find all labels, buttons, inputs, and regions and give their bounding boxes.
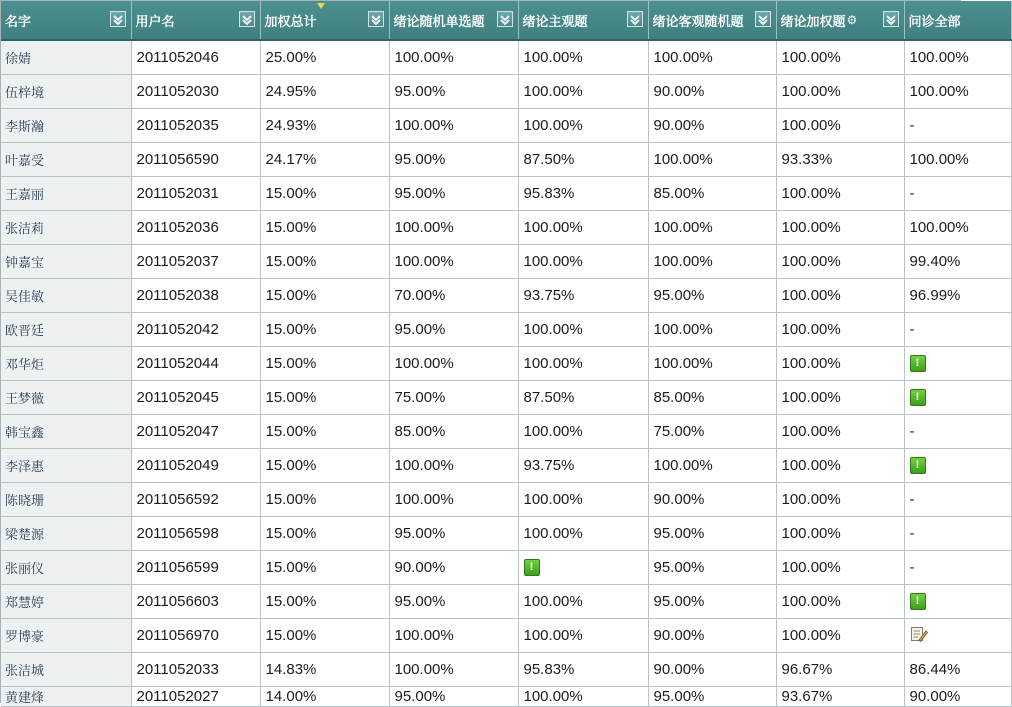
- dropdown-menu-icon: [240, 12, 254, 26]
- dropdown-menu-icon: [111, 12, 125, 26]
- column-menu-button[interactable]: [627, 11, 643, 27]
- username-cell[interactable]: 2011052038: [131, 279, 260, 313]
- grade-cell[interactable]: 24.17%: [260, 143, 389, 177]
- username-cell[interactable]: 2011056599: [131, 551, 260, 585]
- exclamation-flag-icon[interactable]: !: [910, 355, 926, 372]
- table-row-partial: [1, 687, 1011, 707]
- grade-cell[interactable]: 95.83%: [518, 177, 648, 211]
- grade-cell[interactable]: 100.00%: [776, 75, 904, 109]
- username-cell[interactable]: 2011052036: [131, 211, 260, 245]
- dropdown-menu-icon: [884, 12, 898, 26]
- grade-cell[interactable]: 95.00%: [389, 177, 518, 211]
- grade-cell[interactable]: 100.00%: [389, 619, 518, 653]
- grade-cell[interactable]: 100.00%: [518, 619, 648, 653]
- gear-icon: ⚙: [846, 13, 858, 27]
- grade-cell[interactable]: 24.93%: [260, 109, 389, 143]
- table-row: [1, 381, 1011, 415]
- grade-cell[interactable]: 100.00%: [389, 483, 518, 517]
- exclamation-flag-icon[interactable]: !: [910, 457, 926, 474]
- grade-cell[interactable]: 100.00%: [389, 245, 518, 279]
- grade-cell[interactable]: -: [904, 415, 1011, 449]
- column-header-7[interactable]: [904, 1, 1011, 40]
- table-row: [1, 483, 1011, 517]
- student-name: 钟嘉宝: [1, 245, 131, 279]
- column-header-3[interactable]: [389, 1, 518, 40]
- dropdown-menu-icon: [498, 12, 512, 26]
- grade-cell[interactable]: 100.00%: [776, 415, 904, 449]
- student-name: 叶嘉受: [1, 143, 131, 177]
- grade-cell[interactable]: 100.00%: [776, 449, 904, 483]
- table-row: [1, 40, 1011, 75]
- table-row: [1, 619, 1011, 653]
- grade-cell[interactable]: 100.00%: [776, 279, 904, 313]
- grade-cell[interactable]: 90.00%: [648, 75, 776, 109]
- grade-cell[interactable]: 100.00%: [776, 40, 904, 75]
- grade-cell[interactable]: 95.00%: [648, 517, 776, 551]
- dropdown-menu-icon: [628, 12, 642, 26]
- table-body: [1, 40, 1011, 707]
- grade-cell[interactable]: 90.00%: [648, 653, 776, 687]
- grade-cell[interactable]: 90.00%: [648, 483, 776, 517]
- grade-cell[interactable]: 15.00%: [260, 245, 389, 279]
- grade-cell[interactable]: 15.00%: [260, 279, 389, 313]
- grade-cell[interactable]: 90.00%: [904, 687, 1011, 707]
- grade-cell[interactable]: 100.00%: [518, 245, 648, 279]
- grade-cell[interactable]: 100.00%: [389, 449, 518, 483]
- grade-cell[interactable]: -: [904, 517, 1011, 551]
- table-row: [1, 347, 1011, 381]
- table-header: [1, 1, 1011, 40]
- grade-cell[interactable]: 100.00%: [648, 313, 776, 347]
- grade-cell[interactable]: 100.00%: [648, 143, 776, 177]
- grade-cell[interactable]: 100.00%: [776, 483, 904, 517]
- grade-cell[interactable]: 100.00%: [389, 109, 518, 143]
- grade-cell[interactable]: 99.40%: [904, 245, 1011, 279]
- grade-cell[interactable]: 95.00%: [389, 313, 518, 347]
- exclamation-flag-icon[interactable]: !: [910, 389, 926, 406]
- column-header-label: 问诊全部: [908, 13, 961, 29]
- column-header-6[interactable]: [776, 1, 904, 40]
- table-row: [1, 653, 1011, 687]
- table-row: [1, 313, 1011, 347]
- exclamation-flag-icon[interactable]: !: [524, 559, 540, 576]
- username-cell[interactable]: 2011056598: [131, 517, 260, 551]
- username-cell[interactable]: 2011056590: [131, 143, 260, 177]
- username-cell[interactable]: 2011052037: [131, 245, 260, 279]
- grade-cell[interactable]: 100.00%: [648, 347, 776, 381]
- grade-cell[interactable]: 24.95%: [260, 75, 389, 109]
- grade-cell[interactable]: 90.00%: [648, 109, 776, 143]
- table-row: [1, 143, 1011, 177]
- column-menu-button[interactable]: [368, 11, 384, 27]
- column-header-label: 绪论随机单选题: [393, 13, 485, 29]
- grade-cell[interactable]: 15.00%: [260, 313, 389, 347]
- grade-cell[interactable]: 100.00%: [389, 40, 518, 75]
- grade-cell[interactable]: [904, 381, 1011, 415]
- grade-cell[interactable]: [904, 449, 1011, 483]
- username-cell[interactable]: 2011052047: [131, 415, 260, 449]
- username-cell[interactable]: 2011052027: [131, 687, 260, 707]
- sort-descending-icon[interactable]: [317, 3, 325, 9]
- student-name: 陈晓珊: [1, 483, 131, 517]
- grade-cell[interactable]: 15.00%: [260, 211, 389, 245]
- grade-cell[interactable]: 15.00%: [260, 449, 389, 483]
- column-menu-button[interactable]: [497, 11, 513, 27]
- column-menu-button[interactable]: [110, 11, 126, 27]
- grade-cell[interactable]: -: [904, 551, 1011, 585]
- grade-cell[interactable]: [904, 585, 1011, 619]
- grade-cell[interactable]: 15.00%: [260, 517, 389, 551]
- grade-cell[interactable]: 95.00%: [389, 143, 518, 177]
- grade-cell[interactable]: 100.00%: [518, 40, 648, 75]
- table-row: [1, 211, 1011, 245]
- grade-cell[interactable]: 100.00%: [904, 75, 1011, 109]
- student-name: 梁楚源: [1, 517, 131, 551]
- grade-cell[interactable]: 100.00%: [518, 109, 648, 143]
- grade-cell[interactable]: 15.00%: [260, 483, 389, 517]
- grade-cell[interactable]: 100.00%: [518, 211, 648, 245]
- grade-cell[interactable]: -: [904, 177, 1011, 211]
- username-cell[interactable]: 2011052049: [131, 449, 260, 483]
- grade-cell[interactable]: 95.00%: [389, 517, 518, 551]
- table-row: [1, 517, 1011, 551]
- grade-cell[interactable]: [904, 347, 1011, 381]
- grade-cell[interactable]: 14.00%: [260, 687, 389, 707]
- grade-cell[interactable]: 85.00%: [648, 381, 776, 415]
- grade-cell[interactable]: 100.00%: [648, 40, 776, 75]
- column-header-label: 绪论客观随机题: [652, 13, 744, 29]
- student-name: 欧晋廷: [1, 313, 131, 347]
- column-header-label: 用户名: [135, 13, 175, 29]
- grade-cell[interactable]: -: [904, 313, 1011, 347]
- grade-cell[interactable]: 100.00%: [518, 687, 648, 707]
- grade-cell[interactable]: 25.00%: [260, 40, 389, 75]
- student-name: 张洁城: [1, 653, 131, 687]
- grade-cell[interactable]: 100.00%: [389, 653, 518, 687]
- student-name: 张洁莉: [1, 211, 131, 245]
- grade-cell[interactable]: 95.83%: [518, 653, 648, 687]
- grade-cell[interactable]: 100.00%: [776, 177, 904, 211]
- student-name: 李斯瀚: [1, 109, 131, 143]
- column-header-label: 加权总计: [264, 13, 317, 29]
- grade-cell[interactable]: 100.00%: [389, 211, 518, 245]
- column-header-label: 绪论主观题: [522, 13, 588, 29]
- username-cell[interactable]: 2011052030: [131, 75, 260, 109]
- grade-cell[interactable]: 14.83%: [260, 653, 389, 687]
- grade-cell[interactable]: 70.00%: [389, 279, 518, 313]
- grade-cell[interactable]: 95.00%: [389, 687, 518, 707]
- grade-cell[interactable]: 93.33%: [776, 143, 904, 177]
- grade-cell[interactable]: 15.00%: [260, 551, 389, 585]
- grade-cell[interactable]: [904, 619, 1011, 653]
- column-header-2[interactable]: [260, 1, 389, 40]
- exclamation-flag-icon[interactable]: !: [910, 593, 926, 610]
- note-pencil-icon[interactable]: [910, 625, 928, 647]
- grade-cell[interactable]: 15.00%: [260, 347, 389, 381]
- dropdown-menu-icon: [369, 12, 383, 26]
- table-row: [1, 109, 1011, 143]
- grade-cell[interactable]: 93.75%: [518, 279, 648, 313]
- column-menu-button[interactable]: [239, 11, 255, 27]
- grade-cell[interactable]: 95.00%: [389, 585, 518, 619]
- grade-cell[interactable]: 100.00%: [776, 347, 904, 381]
- student-name: 王梦薇: [1, 381, 131, 415]
- grade-cell[interactable]: 100.00%: [904, 211, 1011, 245]
- grade-cell[interactable]: 15.00%: [260, 177, 389, 211]
- username-cell[interactable]: 2011052033: [131, 653, 260, 687]
- table-row: [1, 415, 1011, 449]
- grade-cell[interactable]: -: [904, 109, 1011, 143]
- student-name: 郑慧婷: [1, 585, 131, 619]
- grade-cell[interactable]: 100.00%: [518, 415, 648, 449]
- grade-cell[interactable]: 100.00%: [648, 245, 776, 279]
- grade-cell[interactable]: 100.00%: [776, 313, 904, 347]
- username-cell[interactable]: 2011052044: [131, 347, 260, 381]
- grade-cell[interactable]: 95.00%: [648, 279, 776, 313]
- column-menu-button[interactable]: [755, 11, 771, 27]
- student-name: 黄建烽: [1, 687, 131, 707]
- grade-cell[interactable]: 100.00%: [776, 551, 904, 585]
- grade-cell[interactable]: 100.00%: [776, 211, 904, 245]
- table-row: [1, 279, 1011, 313]
- grade-cell[interactable]: 100.00%: [776, 517, 904, 551]
- column-header-4[interactable]: [518, 1, 648, 40]
- grade-cell[interactable]: 100.00%: [389, 347, 518, 381]
- grade-cell[interactable]: 93.67%: [776, 687, 904, 707]
- grade-cell[interactable]: -: [904, 483, 1011, 517]
- grade-cell[interactable]: 100.00%: [904, 40, 1011, 75]
- grade-cell[interactable]: 87.50%: [518, 381, 648, 415]
- grade-cell[interactable]: 90.00%: [648, 619, 776, 653]
- grade-cell[interactable]: 100.00%: [648, 211, 776, 245]
- student-name: 吴佳敏: [1, 279, 131, 313]
- grade-cell[interactable]: 100.00%: [776, 245, 904, 279]
- column-header-0[interactable]: [1, 1, 131, 40]
- grade-cell[interactable]: 95.00%: [648, 585, 776, 619]
- table-row: [1, 585, 1011, 619]
- grade-cell[interactable]: 100.00%: [518, 483, 648, 517]
- student-name: 李泽惠: [1, 449, 131, 483]
- column-header-label: 绪论加权题: [780, 13, 846, 29]
- grade-cell[interactable]: 95.00%: [648, 551, 776, 585]
- grade-cell[interactable]: 95.00%: [389, 75, 518, 109]
- grade-cell[interactable]: 15.00%: [260, 381, 389, 415]
- student-name: 伍梓境: [1, 75, 131, 109]
- grade-cell[interactable]: 100.00%: [518, 313, 648, 347]
- grade-cell[interactable]: 100.00%: [648, 449, 776, 483]
- grade-cell[interactable]: 85.00%: [648, 177, 776, 211]
- grade-cell[interactable]: 100.00%: [518, 347, 648, 381]
- grade-cell[interactable]: 75.00%: [389, 381, 518, 415]
- table-row: [1, 551, 1011, 585]
- student-name: 张丽仪: [1, 551, 131, 585]
- grade-table: [1, 1, 1012, 707]
- student-name: 王嘉丽: [1, 177, 131, 211]
- username-cell[interactable]: 2011052031: [131, 177, 260, 211]
- grade-cell[interactable]: 95.00%: [648, 687, 776, 707]
- student-name: 徐婧: [1, 40, 131, 75]
- column-header-1[interactable]: [131, 1, 260, 40]
- grade-cell[interactable]: 93.75%: [518, 449, 648, 483]
- username-cell[interactable]: 2011056603: [131, 585, 260, 619]
- student-name: 韩宝鑫: [1, 415, 131, 449]
- username-cell[interactable]: 2011052042: [131, 313, 260, 347]
- column-header-5[interactable]: [648, 1, 776, 40]
- grade-cell[interactable]: 100.00%: [776, 619, 904, 653]
- username-cell[interactable]: 2011052035: [131, 109, 260, 143]
- grade-cell[interactable]: 96.67%: [776, 653, 904, 687]
- username-cell[interactable]: 2011056592: [131, 483, 260, 517]
- table-row: [1, 75, 1011, 109]
- grade-cell[interactable]: 85.00%: [389, 415, 518, 449]
- grade-cell[interactable]: 100.00%: [776, 109, 904, 143]
- grade-cell[interactable]: 90.00%: [389, 551, 518, 585]
- grade-cell[interactable]: 100.00%: [518, 585, 648, 619]
- grade-cell[interactable]: 100.00%: [904, 143, 1011, 177]
- student-name: 邓华炬: [1, 347, 131, 381]
- username-cell[interactable]: 2011056970: [131, 619, 260, 653]
- grade-cell[interactable]: 100.00%: [776, 381, 904, 415]
- grade-cell[interactable]: 100.00%: [776, 585, 904, 619]
- grade-cell[interactable]: 15.00%: [260, 415, 389, 449]
- student-name: 罗博豪: [1, 619, 131, 653]
- grade-cell[interactable]: 75.00%: [648, 415, 776, 449]
- grade-cell[interactable]: 86.44%: [904, 653, 1011, 687]
- grade-cell[interactable]: 96.99%: [904, 279, 1011, 313]
- table-row: [1, 177, 1011, 211]
- column-header-label: 名字: [5, 13, 32, 29]
- table-row: [1, 449, 1011, 483]
- column-menu-button[interactable]: [883, 11, 899, 27]
- username-cell[interactable]: 2011052045: [131, 381, 260, 415]
- grade-cell[interactable]: 100.00%: [518, 75, 648, 109]
- grade-cell[interactable]: 87.50%: [518, 143, 648, 177]
- table-row: [1, 245, 1011, 279]
- dropdown-menu-icon: [756, 12, 770, 26]
- grade-cell[interactable]: [518, 551, 648, 585]
- grade-cell[interactable]: 15.00%: [260, 585, 389, 619]
- grade-cell[interactable]: 15.00%: [260, 619, 389, 653]
- grade-cell[interactable]: 100.00%: [518, 517, 648, 551]
- username-cell[interactable]: 2011052046: [131, 40, 260, 75]
